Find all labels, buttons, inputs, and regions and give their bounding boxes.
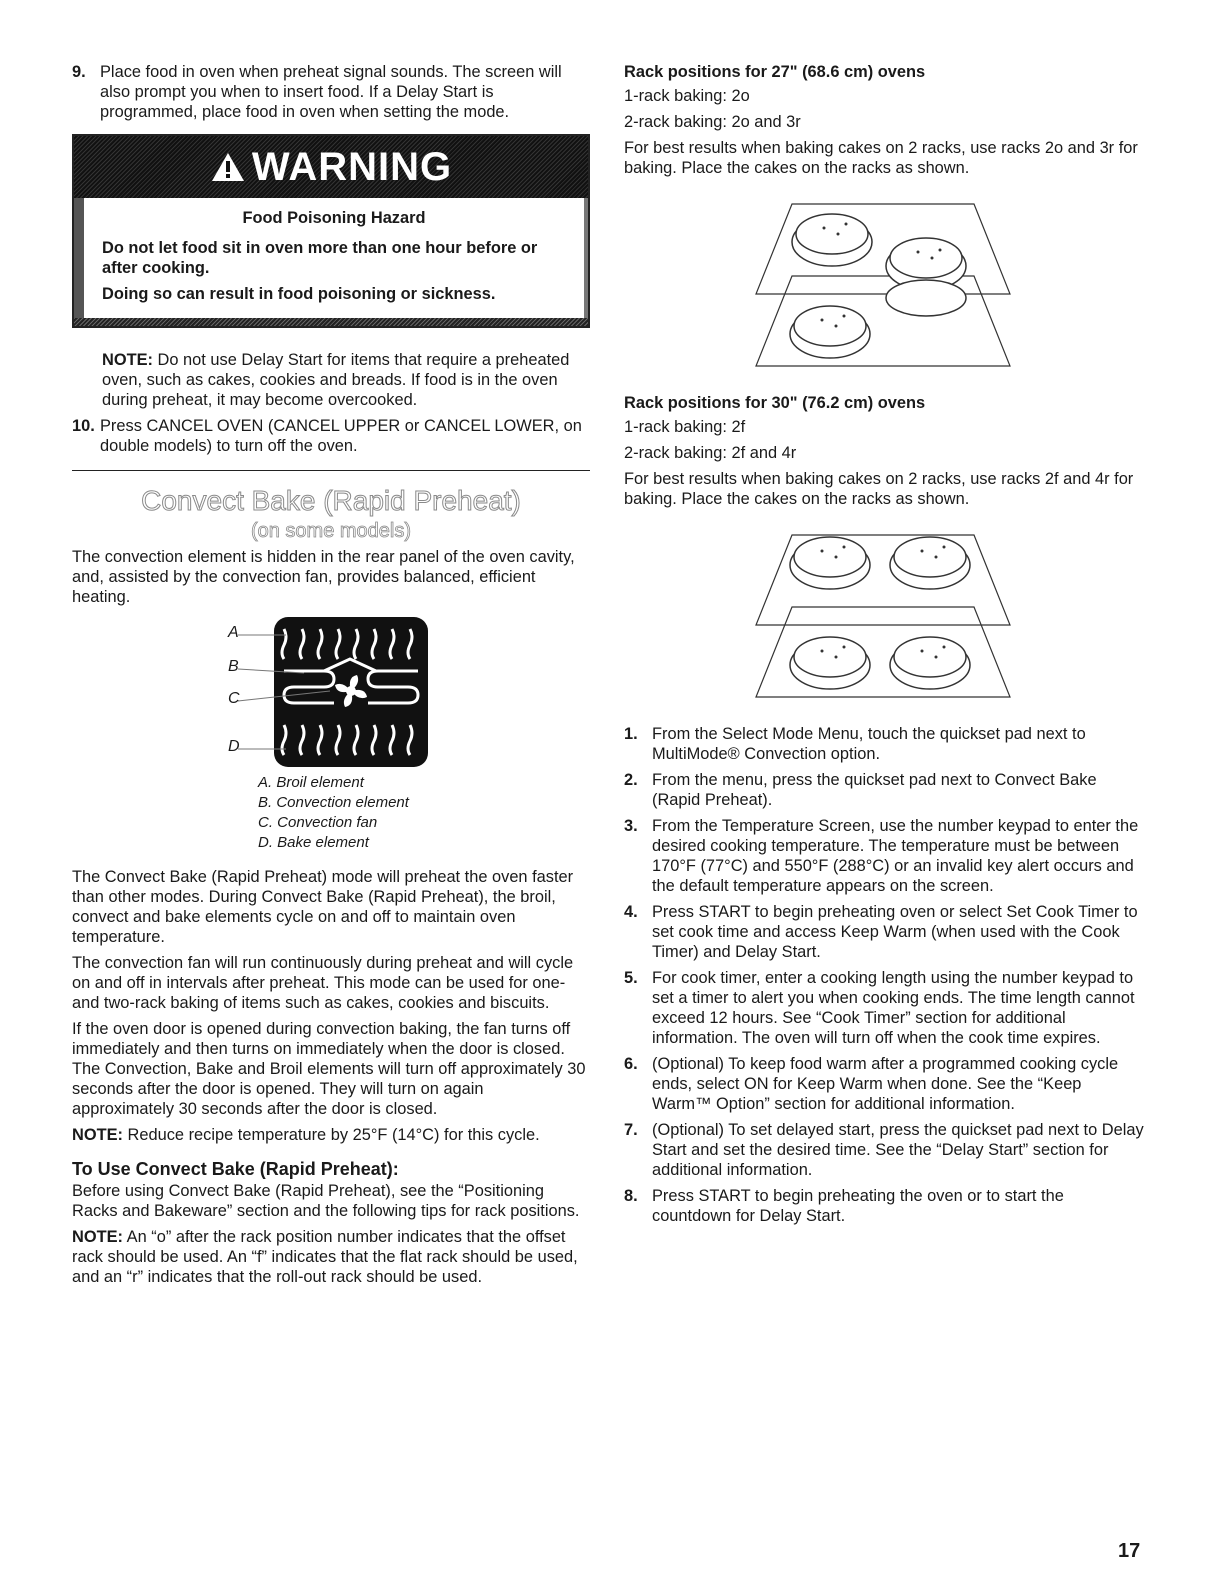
step-9 <box>72 62 590 122</box>
step-7 <box>624 1120 1144 1180</box>
warning-line-1: Do not let food sit in oven more than one hour before or after cooking. <box>102 239 538 277</box>
hazard-title: Food Poisoning Hazard <box>242 209 426 227</box>
rack-27-two: 2-rack baking: 2o and 3r <box>624 113 801 131</box>
section-divider <box>72 470 590 471</box>
paragraph-fan: The convection fan will run continuously during preheat and will cycle on and off in intervals after preheat. This mode can be used for one- and two-rack baking of items such as cakes, cookies and biscuits. <box>72 954 574 1012</box>
convection-figure <box>72 617 590 767</box>
step-text: From the menu, press the quickset pad next to Convect Bake (Rapid Preheat). <box>652 771 1097 809</box>
step-text: From the Temperature Screen, use the number keypad to enter the desired cooking temperature. The temperature must be between 170°F (77°C) and 550°F (288°C) or an invalid key alert occurs and the default temperature appears on the screen. <box>652 817 1139 895</box>
warning-box <box>72 134 590 328</box>
step-8 <box>624 1186 1144 1226</box>
rack-30-best: For best results when baking cakes on 2 racks, use racks 2f and 4r for baking. Place the cakes on the racks as shown. <box>624 470 1134 508</box>
step-10 <box>72 416 590 456</box>
step-number: 10. <box>72 417 95 435</box>
oven-element-diagram <box>72 617 590 767</box>
note-delay-start <box>72 350 590 410</box>
warning-title: WARNING <box>251 145 453 189</box>
step-number: 5. <box>624 969 638 987</box>
subheading-use-convect-bake: To Use Convect Bake (Rapid Preheat): <box>72 1159 399 1179</box>
fig-letter-d: D <box>228 738 240 755</box>
paragraph-before-using: Before using Convect Bake (Rapid Preheat), see the “Positioning Racks and Bakeware” section and the following tips for rack positions. <box>72 1182 580 1220</box>
step-number: 2. <box>624 771 638 789</box>
warning-footer-band <box>74 318 588 326</box>
intro-paragraph: The convection element is hidden in the rear panel of the oven cavity, and, assisted by the convection fan, provides balanced, efficient heating. <box>72 548 575 606</box>
section-title: Convect Bake (Rapid Preheat) <box>141 485 521 516</box>
fig-letter-c: C <box>228 690 240 707</box>
note-label: NOTE: <box>102 351 153 369</box>
section-subtitle: (on some models) <box>250 520 412 542</box>
rack-27-title: Rack positions for 27" (68.6 cm) ovens <box>624 63 926 81</box>
rack-27-best: For best results when baking cakes on 2 racks, use racks 2o and 3r for baking. Place the cakes on the racks as shown. <box>624 139 1138 177</box>
step-number: 8. <box>624 1187 638 1205</box>
rack-27-one: 1-rack baking: 2o <box>624 87 750 105</box>
rack-30-diagram <box>624 525 1144 705</box>
figure-legend <box>258 773 590 853</box>
note-label: NOTE: <box>72 1126 123 1144</box>
step-text: Press CANCEL OVEN (CANCEL UPPER or CANCEL LOWER, on double models) to turn off the oven. <box>100 417 582 455</box>
rack-30-one: 1-rack baking: 2f <box>624 418 746 436</box>
step-text: Press START to begin preheating the oven or to start the countdown for Delay Start. <box>652 1187 1064 1225</box>
step-number: 3. <box>624 817 638 835</box>
step-text: From the Select Mode Menu, touch the quickset pad next to MultiMode® Convection option. <box>652 725 1086 763</box>
step-text: (Optional) To keep food warm after a programmed cooking cycle ends, select ON for Keep Warm when done. See the “Keep Warm™ Option” section for additional information. <box>652 1055 1119 1113</box>
step-text: (Optional) To set delayed start, press the quickset pad next to Delay Start and set the desired time. See the “Delay Start” section for additional information. <box>652 1121 1144 1179</box>
right-column <box>624 62 1144 1232</box>
left-column <box>72 62 590 1293</box>
rack-30-title: Rack positions for 30" (76.2 cm) ovens <box>624 394 926 412</box>
legend-item: A. Broil element <box>258 774 364 791</box>
note-text: Do not use Delay Start for items that require a preheated oven, such as cakes, cookies and breads. If food is in the oven during preheat, it may become overcooked. <box>102 351 570 409</box>
warning-line-2: Doing so can result in food poisoning or sickness. <box>102 285 496 303</box>
note-rack-letters <box>72 1227 590 1287</box>
step-number: 1. <box>624 725 638 743</box>
paragraph-rapid-preheat: The Convect Bake (Rapid Preheat) mode will preheat the oven faster than other modes. During Convect Bake (Rapid Preheat), the broil, convect and bake elements cycle on and off to maintain oven temperature. <box>72 868 574 946</box>
fig-letter-a: A <box>228 624 239 641</box>
step-2 <box>624 770 1144 810</box>
step-number: 9. <box>72 63 86 81</box>
step-3 <box>624 816 1144 896</box>
legend-item: C. Convection fan <box>258 814 378 831</box>
step-text: For cook timer, enter a cooking length using the number keypad to set a timer to alert you when cooking ends. The time length cannot exceed 12 hours. See “Cook Timer” section for additional information. The oven will turn off when the cook time expires. <box>652 969 1135 1047</box>
steps-list <box>624 724 1144 1226</box>
note-text: An “o” after the rack position number indicates that the offset rack should be used. An “f” indicates that the flat rack should be used, and an “r” indicates that the roll-out rack should be used. <box>72 1228 578 1286</box>
step-5 <box>624 968 1144 1048</box>
note-text: Reduce recipe temperature by 25°F (14°C) for this cycle. <box>123 1126 540 1144</box>
warning-header <box>74 136 588 198</box>
step-number: 4. <box>624 903 638 921</box>
step-number: 6. <box>624 1055 638 1073</box>
warning-triangle-icon <box>210 151 246 183</box>
legend-item: B. Convection element <box>258 794 409 811</box>
rack-30-two: 2-rack baking: 2f and 4r <box>624 444 797 462</box>
note-temperature <box>72 1125 590 1145</box>
note-label: NOTE: <box>72 1228 123 1246</box>
fig-letter-b: B <box>228 658 239 675</box>
step-4 <box>624 902 1144 962</box>
step-text: Press START to begin preheating oven or select Set Cook Timer to set cook time and access Keep Warm (when used with the Cook Timer) and Delay Start. <box>652 903 1138 961</box>
warning-body <box>74 198 588 318</box>
rack-27-diagram <box>624 194 1144 374</box>
legend-item: D. Bake element <box>258 834 369 851</box>
page-number: 17 <box>1118 1540 1141 1562</box>
step-number: 7. <box>624 1121 638 1139</box>
step-text: Place food in oven when preheat signal sounds. The screen will also prompt you when to insert food. If a Delay Start is programmed, place food in oven when setting the mode. <box>100 63 562 121</box>
step-1 <box>624 724 1144 764</box>
step-6 <box>624 1054 1144 1114</box>
paragraph-door: If the oven door is opened during convection baking, the fan turns off immediately and then turns on immediately when the door is closed. The Convection, Bake and Broil elements will turn off approximately 30 seconds after the door is opened. They will turn on again approximately 30 seconds after the door is closed. <box>72 1020 586 1118</box>
